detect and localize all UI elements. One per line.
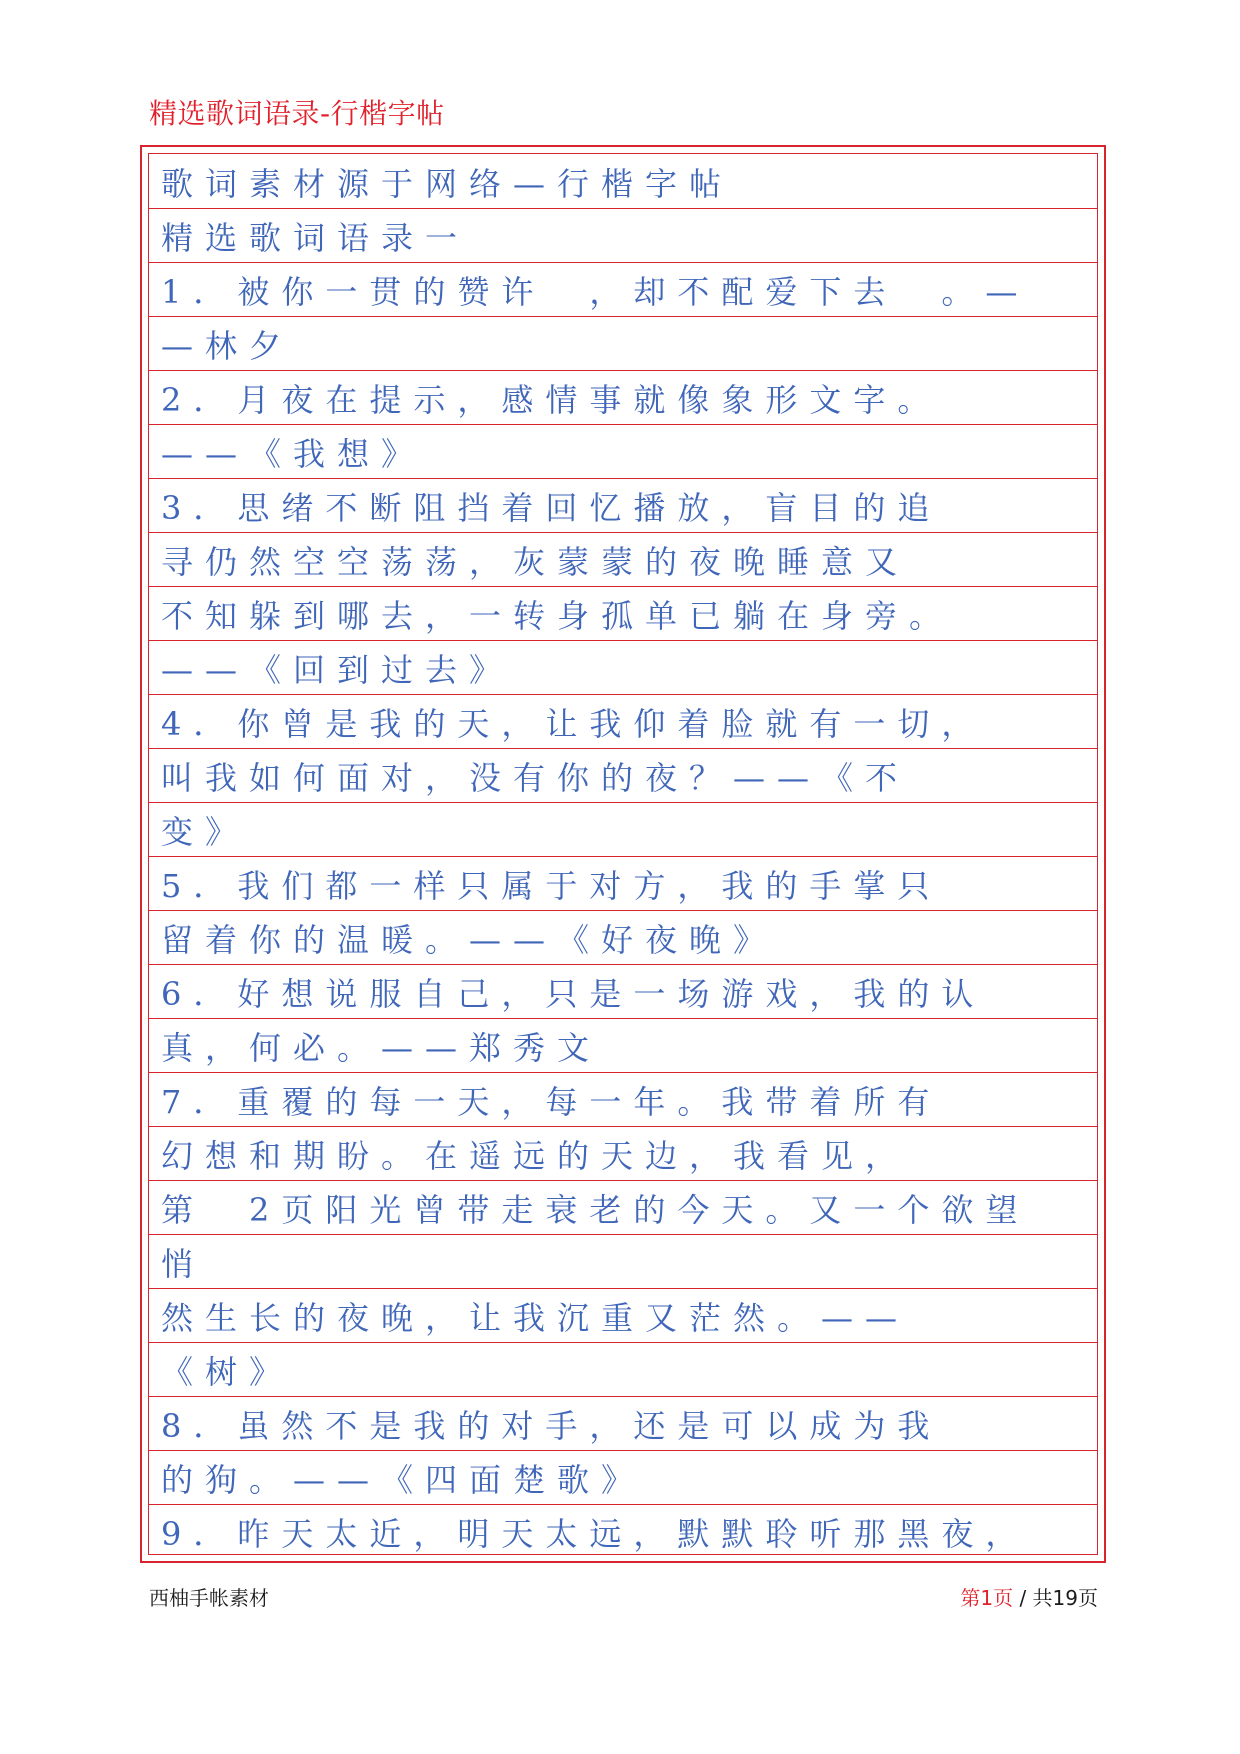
page-current: 第1页 bbox=[960, 1586, 1014, 1610]
text-line: 1．被你一贯的赞许 ，却不配爱下去 。— bbox=[149, 263, 1097, 317]
text-line: 精选歌词语录一 bbox=[149, 209, 1097, 263]
text-line: ——《回到过去》 bbox=[149, 641, 1097, 695]
text-line: 第 2页阳光曾带走衰老的今天。又一个欲望 bbox=[149, 1181, 1097, 1235]
text-line: 9．昨天太近，明天太远，默默聆听那黑夜， bbox=[161, 1515, 1030, 1553]
text-line: 5．我们都一样只属于对方，我的手掌只 bbox=[149, 857, 1097, 911]
text-line: 6．好想说服自己，只是一场游戏，我的认 bbox=[149, 965, 1097, 1019]
footer-source: 西柚手帐素材 bbox=[149, 1586, 269, 1610]
text-line: 叫我如何面对，没有你的夜？——《不 bbox=[149, 749, 1097, 803]
text-line: 留着你的温暖。——《好夜晚》 bbox=[149, 911, 1097, 965]
page-total: 共19页 bbox=[1032, 1586, 1098, 1610]
text-line: 歌词素材源于网络—行楷字帖 bbox=[149, 155, 1097, 209]
page-indicator bbox=[960, 1582, 1098, 1611]
page-title: 精选歌词语录-行楷字帖 bbox=[149, 97, 445, 130]
text-line: ——《我想》 bbox=[149, 425, 1097, 479]
text-line: 不知躲到哪去，一转身孤单已躺在身旁。 bbox=[149, 587, 1097, 641]
text-line: 的狗。——《四面楚歌》 bbox=[149, 1451, 1097, 1505]
practice-grid bbox=[149, 155, 1097, 1559]
text-line: 《树》 bbox=[149, 1343, 1097, 1397]
text-line: 然生长的夜晚，让我沉重又茫然。—— bbox=[149, 1289, 1097, 1343]
text-line: 幻想和期盼。在遥远的天边，我看见， bbox=[149, 1127, 1097, 1181]
text-line: 悄 bbox=[149, 1235, 1097, 1289]
text-line: —林夕 bbox=[149, 317, 1097, 371]
page-separator: / bbox=[1013, 1586, 1033, 1610]
text-line: 真，何必。——郑秀文 bbox=[149, 1019, 1097, 1073]
text-line: 寻仍然空空荡荡，灰蒙蒙的夜晚睡意又 bbox=[149, 533, 1097, 587]
text-line: 4．你曾是我的天，让我仰着脸就有一切， bbox=[149, 695, 1097, 749]
text-line: 2．月夜在提示，感情事就像象形文字。 bbox=[149, 371, 1097, 425]
text-line: 8．虽然不是我的对手，还是可以成为我 bbox=[149, 1397, 1097, 1451]
text-line: 3．思绪不断阻挡着回忆播放，盲目的追 bbox=[149, 479, 1097, 533]
text-line: 变》 bbox=[149, 803, 1097, 857]
text-line: 7．重覆的每一天，每一年。我带着所有 bbox=[149, 1073, 1097, 1127]
